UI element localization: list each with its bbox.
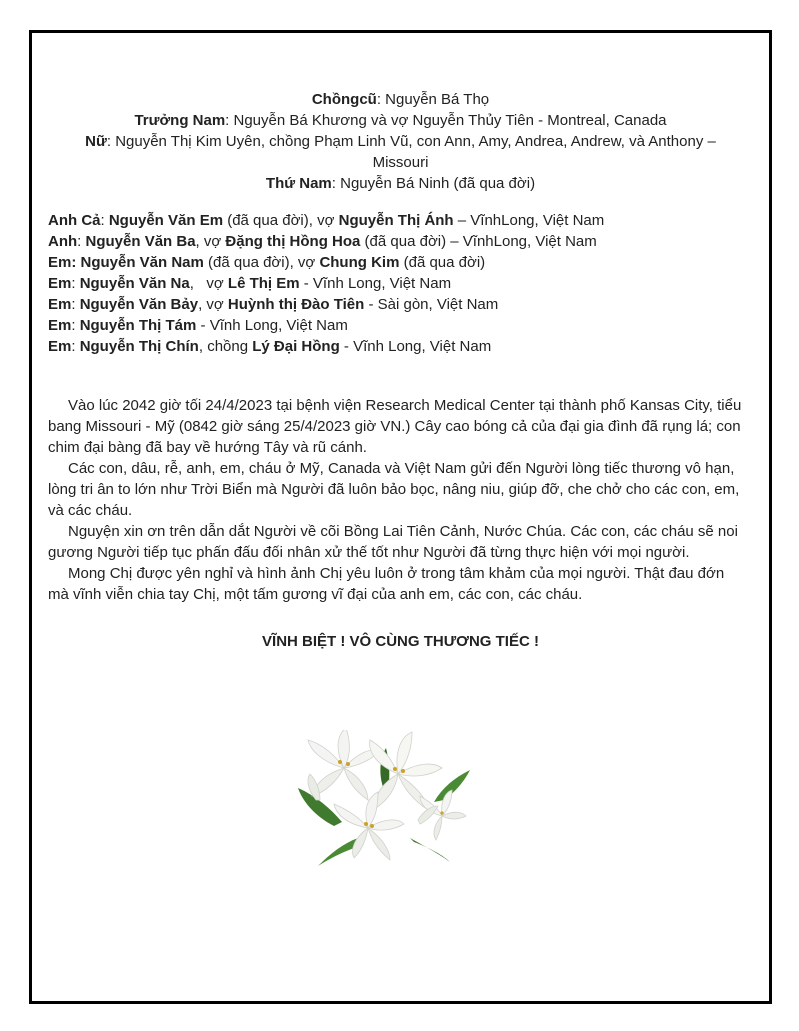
sibling-row xyxy=(48,315,758,336)
message-paragraph: Nguyện xin ơn trên dẫn dắt Người về cõi Bồng Lai Tiên Cảnh, Nước Chúa. Các con, các cháu sẽ noi gương Người tiếp tục phấn đấu đối nhân xử thế tốt như Người đã từng thực hiện với mọi người. xyxy=(48,523,738,561)
sibling-location: (đã qua đời) xyxy=(399,254,486,271)
sibling-location: - Vĩnh Long, Việt Nam xyxy=(339,338,492,355)
daughter-text: : Nguyễn Thị Kim Uyên, chồng Phạm Linh Vũ, con Ann, Amy, Andrea, Andrew, và Anthony – Missouri xyxy=(106,133,716,171)
sibling-detail: , vợ xyxy=(195,233,226,250)
sibling-role: Anh Cả xyxy=(48,212,101,229)
sibling-row xyxy=(48,210,758,231)
sibling-role: Em xyxy=(48,275,72,292)
sibling-role: Anh xyxy=(48,233,78,250)
sibling-location: (đã qua đời) – VĩnhLong, Việt Nam xyxy=(360,233,597,250)
memorial-message xyxy=(48,395,748,605)
second-son-text: : Nguyễn Bá Ninh (đã qua đời) xyxy=(331,175,536,192)
sibling-detail: (đã qua đời), vợ xyxy=(223,212,339,229)
eldest-son-label: Trưởng Nam xyxy=(134,112,226,129)
message-paragraph: Vào lúc 2042 giờ tối 24/4/2023 tại bệnh viện Research Medical Center tại thành phố Kansas City, tiểu bang Missouri - Mỹ (0842 giờ sáng 25/4/2023 giờ VN.) Cây cao bóng cả của đại gia đình đã rụng lá; con chim đại bàng đã bay về hướng Tây và rũ cánh. xyxy=(48,397,742,456)
ex-husband-label: Chồngcũ xyxy=(311,91,377,108)
sibling-location: - Vĩnh Long, Việt Nam xyxy=(299,275,452,292)
farewell-heading: VĨNH BIỆT ! VÔ CÙNG THƯƠNG TIẾC ! xyxy=(262,633,539,650)
sibling-role: Em xyxy=(48,296,72,313)
eldest-son-text: : Nguyễn Bá Khương và vợ Nguyễn Thủy Tiên - Montreal, Canada xyxy=(225,112,667,129)
sibling-spouse: Chung Kim xyxy=(319,254,400,271)
sibling-sep: : xyxy=(71,338,80,355)
lily-bouquet-svg xyxy=(294,730,472,868)
sibling-detail: , vợ xyxy=(189,275,228,292)
sibling-name: Nguyễn Thị Chín xyxy=(79,338,199,355)
sibling-row xyxy=(48,252,758,273)
sibling-row xyxy=(48,294,758,315)
sibling-row xyxy=(48,273,758,294)
message-paragraph: Các con, dâu, rễ, anh, em, cháu ở Mỹ, Canada và Việt Nam gửi đến Người lòng tiếc thương vô hạn, lòng tri ân to lớn như Trời Biển mà Người đã luôn bảo bọc, nâng niu, giúp đỡ, che chở cho các con, em, và các cháu. xyxy=(48,460,740,519)
second-son-line xyxy=(32,173,769,194)
leaf xyxy=(434,770,470,802)
sibling-sep: : xyxy=(71,317,80,334)
sibling-name: Nguyễn Văn Ba xyxy=(85,233,196,250)
sibling-role: Em xyxy=(48,317,72,334)
daughter-label: Nữ xyxy=(85,133,107,150)
sibling-name: Nguyễn Thị Tám xyxy=(79,317,197,334)
sibling-sep: : xyxy=(77,233,86,250)
white-lily-bouquet-icon xyxy=(294,730,472,868)
siblings-list xyxy=(48,210,758,357)
daughter-line xyxy=(32,131,769,173)
sibling-detail: (đã qua đời), vợ xyxy=(203,254,320,271)
sibling-spouse: Đặng thị Hồng Hoa xyxy=(225,233,361,250)
sibling-spouse: Huỳnh thị Đào Tiên xyxy=(227,296,365,313)
sibling-detail: - Vĩnh Long, Việt Nam xyxy=(196,317,348,334)
sibling-location: – VĩnhLong, Việt Nam xyxy=(453,212,605,229)
obituary-frame xyxy=(29,30,772,1004)
sibling-row xyxy=(48,231,758,252)
sibling-name: Nguyễn Văn Bảy xyxy=(79,296,199,313)
family-header xyxy=(32,89,769,194)
ex-husband-name: : Nguyễn Bá Thọ xyxy=(376,91,490,108)
second-son-label: Thứ Nam xyxy=(265,175,332,192)
sibling-spouse: Lê Thị Em xyxy=(227,275,300,292)
sibling-role: Em xyxy=(48,338,72,355)
sibling-row xyxy=(48,336,758,357)
sibling-name: Nguyễn Văn Na xyxy=(79,275,190,292)
sibling-detail: , vợ xyxy=(198,296,228,313)
sibling-spouse: Nguyễn Thị Ánh xyxy=(338,212,454,229)
sibling-sep: : xyxy=(100,212,109,229)
sibling-detail: , chồng xyxy=(198,338,253,355)
sibling-name: Nguyễn Văn Em xyxy=(108,212,224,229)
eldest-son-line xyxy=(32,110,769,131)
sibling-location: - Sài gòn, Việt Nam xyxy=(364,296,499,313)
sibling-role: Em: Nguyễn Văn Nam xyxy=(48,254,204,271)
message-paragraph: Mong Chị được yên nghỉ và hình ảnh Chị yêu luôn ở trong tâm khảm của mọi người. Thật đau đớn mà vĩnh viễn chia tay Chị, một tấm gương vĩ đại của anh em, các con, các cháu. xyxy=(48,565,725,603)
ex-husband-line xyxy=(32,89,769,110)
sibling-sep: : xyxy=(71,275,80,292)
sibling-sep: : xyxy=(71,296,80,313)
leaf xyxy=(410,838,450,862)
leaf xyxy=(318,838,358,866)
sibling-spouse: Lý Đại Hồng xyxy=(252,338,340,355)
